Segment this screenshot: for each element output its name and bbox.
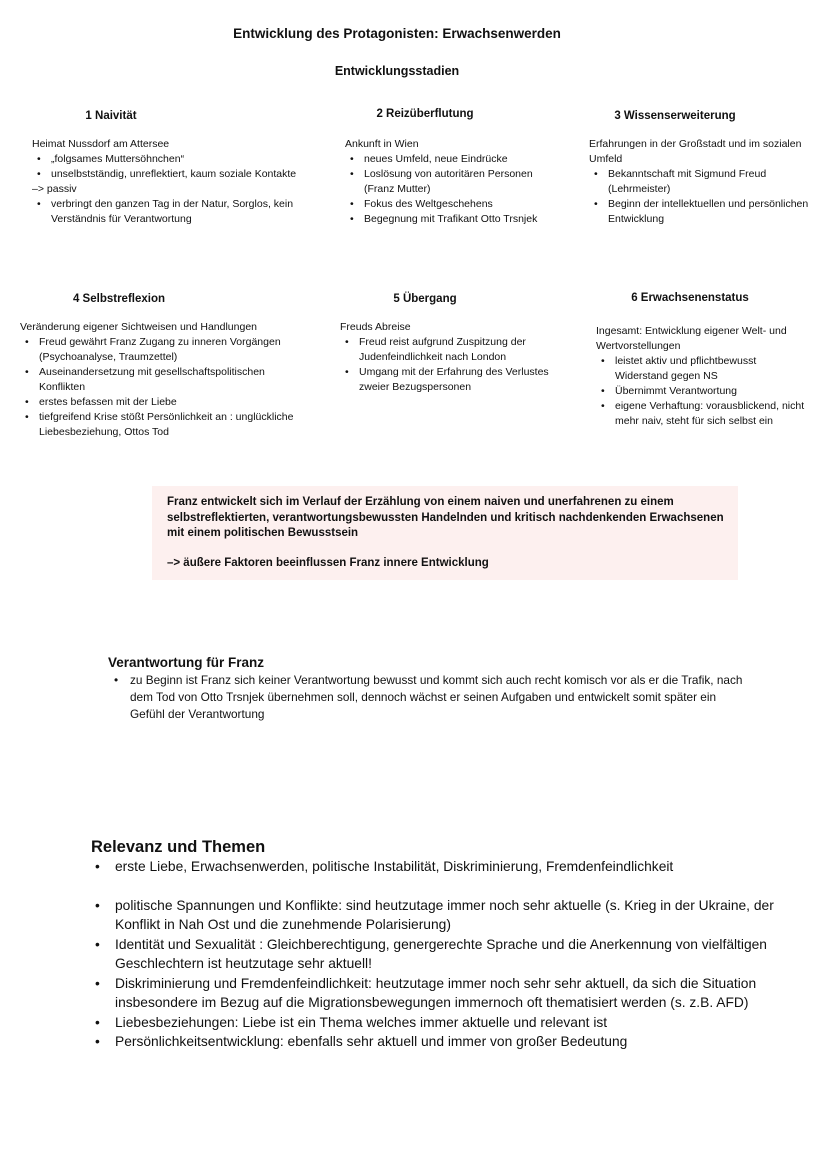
stage-4-block	[20, 320, 302, 440]
stage-6-list	[596, 354, 811, 429]
list-item: • Übernimmt Verantwortung	[615, 384, 811, 399]
stage-4-intro: Veränderung eigener Sichtweisen und Handlungen	[20, 321, 258, 333]
stage-5-heading: 5 Übergang	[393, 293, 457, 305]
list-item: • „folgsames Muttersöhnchen“	[51, 152, 302, 167]
list-item: • Fokus des Weltgeschehens	[364, 197, 545, 212]
stage-1-intro: Heimat Nussdorf am Attersee	[32, 138, 170, 150]
stage-6-intro: Ingesamt: Entwicklung eigener Welt- und Wertvorstellungen	[596, 325, 787, 352]
responsibility-heading: Verantwortung für Franz	[108, 655, 265, 670]
summary-text: Franz entwickelt sich im Verlauf der Erzählung von einem naiven und unerfahrenen zu einem selbstreflektierten, verantwortungsbewussten Handelnden und kritisch nachdenkenden Erwachsenen mit einem politischen Bewusstsein	[167, 496, 724, 539]
list-item: • zu Beginn ist Franz sich keiner Verantwortung bewusst und kommt sich auch recht komisch vor als er die Trafik, nach dem Tod von Otto Trsnjek übernehmen soll, dennoch wächst er seinen Aufgaben und entwickelt somit später ein Gefühl der Verantwortung	[130, 672, 748, 723]
list-item: • Bekanntschaft mit Sigmund Freud (Lehrmeister)	[608, 167, 811, 197]
stage-2-list	[345, 152, 545, 227]
list-item: • Begegnung mit Trafikant Otto Trsnjek	[364, 212, 545, 227]
stage-6-heading: 6 Erwachsenenstatus	[631, 292, 749, 304]
list-item: • eigene Verhaftung: vorausblickend, nicht mehr naiv, steht für sich selbst ein	[615, 399, 811, 429]
stage-5-intro: Freuds Abreise	[340, 321, 411, 333]
stage-1-block	[32, 137, 302, 227]
list-item: • Liebesbeziehungen: Liebe ist ein Thema welches immer aktuelle und relevant ist	[115, 1013, 781, 1033]
relevance-heading: Relevanz und Themen	[91, 838, 266, 856]
stage-5-list	[340, 335, 560, 395]
list-item: • leistet aktiv und pflichtbewusst Widerstand gegen NS	[615, 354, 811, 384]
list-item: • Beginn der intellektuellen und persönlichen Entwicklung	[608, 197, 811, 227]
stage-3-block	[589, 137, 811, 227]
list-item: • Umgang mit der Erfahrung des Verlustes zweier Bezugspersonen	[359, 365, 560, 395]
list-item: • unselbstständig, unreflektiert, kaum soziale Kontakte	[51, 167, 302, 182]
stage-2-intro: Ankunft in Wien	[345, 138, 419, 150]
stage-3-heading: 3 Wissenserweiterung	[614, 110, 736, 122]
list-item: • Loslösung von autoritären Personen (Franz Mutter)	[364, 167, 545, 197]
list-item: • verbringt den ganzen Tag in der Natur, Sorglos, kein Verständnis für Verantwortung	[51, 197, 302, 227]
summary-box	[152, 486, 738, 580]
summary-conclusion: –> äußere Faktoren beeinflussen Franz innere Entwicklung	[167, 556, 489, 569]
list-item: • Identität und Sexualität : Gleichberechtigung, genergerechte Sprache und die Anerkennung von vielfältigen Geschlechtern ist heutzutage sehr aktuell!	[115, 935, 781, 974]
stage-2-block	[345, 137, 545, 227]
list-item: • Freud reist aufgrund Zuspitzung der Judenfeindlichkeit nach London	[359, 335, 560, 365]
list-item: • neues Umfeld, neue Eindrücke	[364, 152, 545, 167]
stage-1-heading: 1 Naivität	[85, 110, 137, 122]
stage-3-intro: Erfahrungen in der Großstadt und im sozialen Umfeld	[589, 138, 802, 165]
list-item: • erste Liebe, Erwachsenwerden, politische Instabilität, Diskriminierung, Fremdenfeindlichkeit	[115, 857, 781, 877]
stage-1-list	[32, 152, 302, 182]
responsibility-list	[108, 672, 748, 723]
list-item: • Diskriminierung und Fremdenfeindlichkeit: heutzutage immer noch sehr sehr aktuell, da sich die Situation insbesondere im Bezug auf die Migrationsbewegungen immernoch oft thematisiert werden (s. z.B. AFD)	[115, 974, 781, 1013]
stage-2-heading: 2 Reizüberflutung	[376, 108, 474, 120]
list-item: • erstes befassen mit der Liebe	[39, 395, 302, 410]
list-item: • Auseinandersetzung mit gesellschaftspolitischen Konflikten	[39, 365, 302, 395]
list-item: • Freud gewährt Franz Zugang zu inneren Vorgängen (Psychoanalyse, Traumzettel)	[39, 335, 302, 365]
relevance-list	[91, 857, 781, 1052]
stage-4-heading: 4 Selbstreflexion	[72, 293, 166, 305]
stage-4-list	[20, 335, 302, 440]
stage-5-block	[340, 320, 560, 395]
stage-1-list-2	[32, 197, 302, 227]
stage-3-list	[589, 167, 811, 227]
page-title: Entwicklung des Protagonisten: Erwachsenwerden	[233, 26, 561, 41]
stage-6-block	[596, 324, 811, 429]
stage-1-note: –> passiv	[32, 183, 77, 195]
list-item: • tiefgreifend Krise stößt Persönlichkeit an : unglückliche Liebesbeziehung, Ottos Tod	[39, 410, 302, 440]
list-item: • politische Spannungen und Konflikte: sind heutzutage immer noch sehr aktuelle (s. Krieg in der Ukraine, der Konflikt in Nah Ost und die zunehmende Polarisierung)	[115, 896, 781, 935]
page-subtitle: Entwicklungsstadien	[334, 64, 460, 78]
list-item: • Persönlichkeitsentwicklung: ebenfalls sehr aktuell und immer von großer Bedeutung	[115, 1032, 781, 1052]
